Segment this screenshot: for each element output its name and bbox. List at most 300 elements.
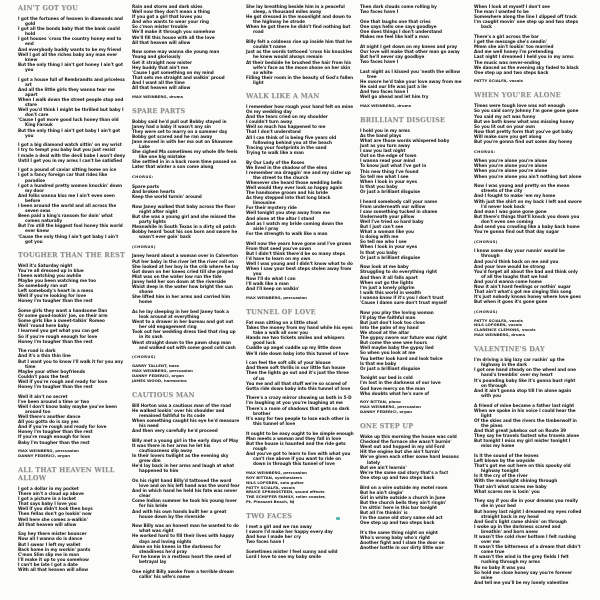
lyric-line: I swore I'd make her happy every day xyxy=(246,529,333,535)
lyric-line: I wanna read your mind xyxy=(360,158,415,164)
lyric-line: He walked lookin' over his shoulder and remained faithful to its code xyxy=(132,407,225,418)
credit-line: NILS LOFGREN, solo guitar xyxy=(246,479,304,485)
lyric-line: Now I'll do what I can xyxy=(246,276,296,282)
lyric-stanza xyxy=(246,549,354,559)
lyric-line: Then fellas don't go lookin' now xyxy=(18,511,92,517)
lyric-line: The road is dark xyxy=(18,348,56,354)
lyric-line: And how I made her cry xyxy=(246,534,301,540)
lyric-line: But honey last night I dreamed my eyes rolled straight back in my head xyxy=(474,508,582,519)
lyric-line: And you'd think back on me and you xyxy=(474,258,559,264)
lyric-line: In their lovers twilight as the evening sky grew dim xyxy=(132,452,229,464)
lyric-line: But he'll never say goodbye xyxy=(360,53,425,59)
lyric-line: Janey held her son down at the riverside xyxy=(132,278,226,284)
lyric-stanza xyxy=(360,264,468,305)
lyric-line: Well there's another dance xyxy=(18,414,81,420)
lyric-line: Well here she comes a-walkin' xyxy=(18,516,88,522)
lyric-line: Mist was on the water low run the tide xyxy=(132,273,222,279)
lyric-line: You're gonna find out that day sugar xyxy=(474,229,559,235)
lyric-line: I've been around a time or two xyxy=(18,398,90,404)
lyric-line: I made a deal with the devil babe I won't deny xyxy=(18,152,126,158)
lyric-line: Is that you baby xyxy=(360,183,398,189)
lyric-line: It's just nobody knows honey where love goes xyxy=(474,294,581,300)
song-title: ALL THAT HEAVEN WILL ALLOW xyxy=(18,466,115,482)
lyric-line: I wanna know if it's you I don't trust xyxy=(360,294,444,300)
lyric-line: I met a girl and we ran away xyxy=(246,524,312,530)
credit-line: MAX WEINBERG, drums xyxy=(474,332,525,338)
lyric-line: I been watching you awhile xyxy=(18,272,82,278)
lyric-line: She settled in in a back room time passed on xyxy=(132,159,237,165)
lyric-line: This new thing I've found xyxy=(360,168,419,174)
lyric-line: You better look hard and look twice xyxy=(360,355,443,361)
lyric-line: To know just what I've got in xyxy=(360,163,427,169)
lyric-line: One step up and two steps back xyxy=(360,474,435,480)
lyric-line: As he lay sleeping in her bed Janey took a look around at everything xyxy=(132,308,229,320)
lyric-line: Will make sure you get along xyxy=(474,133,542,139)
lyric-line: They were set to marry on a summer day xyxy=(132,128,228,134)
lyric-line: All that heaven will allow xyxy=(18,521,77,527)
lyric-line: I remember how rough your hand felt on mine xyxy=(246,104,354,109)
lyric-stanza xyxy=(360,69,468,100)
lyric-line: But just don't look too close xyxy=(360,319,425,325)
lyric-line: He said our life was just a lie xyxy=(360,84,427,89)
lyric-stanza xyxy=(18,394,126,445)
chorus-marker: (CHORUS) xyxy=(474,308,498,314)
lyric-stanza xyxy=(474,453,582,494)
lyric-line: I remember ma draggin' me and my sister up the street to the church xyxy=(246,169,351,180)
lyric-line: I saw you last night xyxy=(360,148,406,154)
lyric-stanza xyxy=(246,360,354,391)
credit-line: MAX WEINBERG, percussion xyxy=(132,367,193,373)
lyric-line: A friend of mine became a father last night xyxy=(474,402,575,408)
lyric-line: Now some may wanna die young man xyxy=(132,49,220,55)
lyric-line: If you're rough enough for love xyxy=(18,434,91,440)
lyric-stanza xyxy=(246,4,354,35)
lyric-stanza xyxy=(246,241,354,292)
lyric-line: Mmm she ain't lookin' too married xyxy=(474,44,554,50)
chorus-marker: (CHORUS) xyxy=(474,238,498,244)
lyric-line: We'll make it through you somehow xyxy=(132,29,216,35)
credit-line: MAX WEINBERG, percussion xyxy=(246,469,307,475)
lyric-line: Well now they don't mean a thing xyxy=(132,9,210,15)
lyric-line: And I'll keep on walkin' xyxy=(246,286,300,292)
lyric-stanza xyxy=(18,77,126,138)
lyric-line: She sighed Ma sometimes my whole life feels like one big mistake xyxy=(132,149,238,160)
lyric-line: Times were tough love was not enough xyxy=(474,103,565,109)
lyrics-column xyxy=(360,4,468,555)
lyric-line: But there's things that'll knock you down you don't even see coming xyxy=(474,213,580,224)
lyric-line: Hey buddy that ain't me xyxy=(132,64,188,70)
lyric-line: That I don't understand xyxy=(246,129,301,135)
lyric-line: Just as the words tattooed 'cross his knuckles he knew would always remain xyxy=(246,49,353,60)
lyric-line: One step up and two steps back xyxy=(474,69,549,75)
credit-line: JAMES WOOD, harmonica xyxy=(132,377,187,383)
lyric-line: Later that winter a son come along xyxy=(132,164,214,170)
lyric-line: Well it ain't no secret xyxy=(18,393,68,399)
lyric-line: So somebody ran out xyxy=(18,283,68,289)
lyric-stanza xyxy=(132,403,240,434)
lyric-line: That's got me out here on this spooky old highway tonight xyxy=(474,463,571,474)
lyric-line: They say if you die in your dreams you really die in your bed xyxy=(474,498,578,509)
lyric-line: I got a hundred pretty women knockin' down my door xyxy=(18,182,123,193)
lyric-line: When something caught his eye he'd measure his need xyxy=(132,417,240,428)
lyric-line: On his right hand Billy'd tattooed the word love and on his left hand was the word fear xyxy=(132,477,240,489)
lyric-line: And God's light came shinin' on through xyxy=(474,518,567,524)
song-title: VALENTINE'S DAY xyxy=(474,345,545,354)
lyric-line: So when you look at me xyxy=(360,350,416,356)
lyric-stanza xyxy=(132,204,240,240)
lyric-line: I'm just a lonely pilgrim xyxy=(360,284,415,290)
lyric-line: With just the shirt on my back I left and swore I'd never look back xyxy=(474,198,582,209)
lyric-line: Another fight and I slam the door on xyxy=(360,540,445,546)
lyric-line: When I look at myself I don't see xyxy=(474,4,550,9)
lyric-line: There's a girl across the bar xyxy=(474,34,539,40)
lyric-line: I'm the same old story same old act xyxy=(360,515,443,521)
chorus-marker: CHORUS: xyxy=(132,174,154,180)
lyric-stanza xyxy=(474,4,582,29)
lyric-stanza xyxy=(360,128,468,194)
lyric-stanza xyxy=(132,438,240,474)
lyric-line: With all that heaven will allow xyxy=(18,567,89,572)
credits xyxy=(246,296,354,301)
lyric-stanza xyxy=(132,4,240,45)
lyric-line: Two faces have I xyxy=(360,59,399,65)
lyric-line: I get the message she's sendin' xyxy=(474,39,547,45)
lyric-line: Jane moved in with her ma out on Shawnee Lake xyxy=(132,138,233,150)
credit-line: MAX WEINBERG, percussion xyxy=(18,448,79,454)
lyric-line: Cuddle up angel cuddle up my little dove xyxy=(246,345,341,351)
lyric-line: But he ain't singin' xyxy=(360,489,404,495)
lyric-line: Woke up this morning the house was cold xyxy=(360,434,457,440)
lyric-line: Went to a drawer in her bureau and got out her old engagement ring xyxy=(132,319,234,330)
credit-line: NILS LOFGREN, vocals xyxy=(474,322,522,328)
lyrics-column xyxy=(132,4,240,583)
lyric-line: Spare parts xyxy=(132,183,160,189)
lyric-line: Two faces have I xyxy=(360,9,399,15)
lyrics-column xyxy=(246,4,354,564)
lyric-line: Trying to walk like a man xyxy=(246,149,304,155)
lyric-line: I'll walk like a man xyxy=(246,281,289,287)
lyric-line: Come Indian summer he took his young lover for his bride xyxy=(132,498,237,509)
lyric-line: You said my act was funny xyxy=(474,113,536,119)
lyric-line: When he got there he didn't find nothing but road xyxy=(246,24,351,35)
credit-line: BRUCE SPRINGSTEEN, sound effects xyxy=(246,489,325,495)
lyric-line: We danced as the evening sky faded to black xyxy=(474,64,579,70)
lyric-line: Into the palm of my hand xyxy=(360,324,419,330)
lyric-line: No no baby it was you xyxy=(474,564,526,570)
credit-line: DANNY FEDERICI, organ xyxy=(360,409,413,415)
lyric-stanza xyxy=(132,49,240,90)
lyric-line: Honey I'm tougher than the rest xyxy=(18,429,93,435)
lyric-line: I got a big diamond watch sittin' on my wrist xyxy=(18,142,122,148)
lyric-stanza xyxy=(132,478,240,519)
lyric-stanza xyxy=(360,434,468,480)
lyric-stanza xyxy=(246,320,354,356)
lyric-line: Last night as I kissed you 'neath the willow tree xyxy=(360,68,461,79)
lyric-line: The music was never-ending xyxy=(474,59,541,65)
lyric-line: I got houses 'cross the country honey end to end xyxy=(18,36,122,47)
lyric-line: But we both knew what was missing honey xyxy=(474,118,574,124)
lyric-line: One says hello one says goodbye xyxy=(360,23,437,29)
credit-line: MAX WEINBERG, drums xyxy=(132,93,183,99)
lyric-line: Is it the cry of the river xyxy=(474,473,528,479)
lyric-line: And then it all falls apart xyxy=(360,274,418,280)
lyric-line: I got a pound of caviar sitting home on ice xyxy=(18,167,117,173)
credits xyxy=(18,449,126,459)
lyric-line: And who wants to wear your ring xyxy=(132,19,209,25)
lyric-stanza xyxy=(360,4,468,14)
lyric-line: I know some day your runnin' would be through xyxy=(474,248,565,259)
lyric-line: Out on the edge of town xyxy=(360,153,417,159)
lyric-line: As the band plays xyxy=(360,132,402,138)
lyric-line: So tell me what I see xyxy=(360,173,409,179)
song-title: BRILLIANT DISGUISE xyxy=(360,115,446,124)
lyric-line: And it's a thin thin line xyxy=(18,353,71,359)
lyric-line: I been around the world and all across the seven seas xyxy=(18,202,117,214)
lyric-line: One does things I don't understand xyxy=(360,28,442,34)
lyric-line: Bobby said he'd pull out Bobby stayed in xyxy=(132,118,227,124)
lyric-line: Got down on her knees cried till she prayed xyxy=(132,268,234,274)
lyric-stanza xyxy=(360,19,468,39)
lyric-line: I got a dollar in my pocket xyxy=(18,486,79,491)
lyric-line: Now Janey walked that baby across the floor night after night xyxy=(132,203,236,214)
lyric-line: From that seed you've sown xyxy=(246,245,312,251)
lyric-stanza xyxy=(132,253,240,304)
lyric-line: I got the fortunes of heaven in diamonds and gold xyxy=(18,16,123,27)
chorus-marker: (CHORUS) xyxy=(132,354,156,360)
lyric-line: We lived in the shadow of the elms xyxy=(246,164,328,170)
lyric-line: Well would they ever look so happy again xyxy=(246,185,343,190)
lyric-stanza xyxy=(18,263,126,304)
lyric-line: Now Billy was an honest man he wanted to do what was right xyxy=(132,523,239,534)
lyric-line: There's a crazy mirror showing us both in 5-D xyxy=(246,395,352,401)
lyric-line: So you lit out on your own xyxy=(474,123,535,129)
lyric-line: Well I got all the riches baby any man ever knew xyxy=(18,51,118,62)
credit-line: CLARENCE CLEMONS, vocals xyxy=(474,327,536,333)
lyric-line: Been paid a king's ransom for doin' what comes naturally xyxy=(18,213,113,224)
lyric-line: Honey I'm tougher than the rest xyxy=(18,383,93,389)
lyric-line: When out go the lights xyxy=(360,279,414,285)
lyric-line: It was there in her arms he let his cautiousness slip away xyxy=(132,442,211,453)
lyric-line: I'm laughing at you you're laughing at me xyxy=(246,400,343,406)
lyric-line: 'Cause I damn sure don't trust myself xyxy=(360,299,447,305)
lyric-stanza xyxy=(474,34,582,75)
lyric-line: But I swear I left my wallet xyxy=(18,541,81,547)
lyric-line: I walk this world in wealth xyxy=(360,289,421,295)
lyric-line: And send you crawling like a baby back home xyxy=(474,223,580,229)
lyric-line: With the moonlight shining through xyxy=(474,478,558,484)
lyric-line: Well if you're looking for love xyxy=(18,293,86,299)
lyric-line: And I fought to make 'em my home xyxy=(474,193,556,199)
lyric-line: Well go ahead and let him try xyxy=(360,94,429,100)
lyric-line: But we ain't learnin' xyxy=(360,464,407,470)
credit-line: DANNY FEDERICI, organ xyxy=(18,453,71,459)
lyric-stanza xyxy=(474,248,582,304)
credit-line: PATTY SCIALFA, vocals xyxy=(246,484,295,490)
lyric-line: She lifted him in her arms and carried him home xyxy=(132,294,231,305)
credit-line: DANNY FEDERICI, organ xyxy=(132,372,185,378)
lyric-line: For their mystery ride xyxy=(246,205,297,211)
lyric-line: Maybe your other boyfriends xyxy=(18,368,86,374)
lyric-stanza xyxy=(132,184,240,199)
lyric-line: And tell me you'll be my lonely valentine xyxy=(474,579,569,585)
credit-line: MAX WEINBERG, drums xyxy=(360,102,411,108)
lyric-line: It wasn't the cold river bottom I felt rushing over me xyxy=(474,533,576,545)
lyric-line: Well I've tried so hard baby xyxy=(360,218,424,224)
lyric-line: I got a fancy foreign car that rides like paradise xyxy=(18,172,108,183)
lyric-line: Now I was young and pretty on the mean streets of the city xyxy=(474,183,570,194)
lyric-line: Until I get you in my arms I can't be satisfied xyxy=(18,157,123,163)
lyric-line: It ought to be easy ought to be simple enough xyxy=(246,430,354,436)
lyric-line: What scares me is losin' you xyxy=(474,488,540,494)
lyric-line: When I saw your best steps stolen away from you xyxy=(246,266,352,277)
lyrics-column xyxy=(18,4,126,577)
lyric-line: Well if you're rough and ready for love xyxy=(18,378,108,384)
lyric-line: Somewhere along the line I slipped off track xyxy=(474,14,577,20)
lyric-line: Now you play the loving woman xyxy=(360,309,434,315)
lyric-stanza xyxy=(360,530,468,550)
lyric-line: Alone on his knees in the darkness for steadiness he'd pray xyxy=(132,543,221,554)
lyric-line: One step up and two steps back xyxy=(360,520,435,526)
lyric-line: Girl in white outside a church in June xyxy=(360,494,446,500)
lyric-line: But I didn't think there'd be so many steps xyxy=(246,250,346,256)
lyric-line: And the tears cried on my shoulder xyxy=(246,114,328,120)
credits xyxy=(132,95,240,100)
lyric-line: Now that pretty form that you've got baby xyxy=(474,128,573,134)
lyric-line: Is it the sound of the leaves xyxy=(474,452,539,458)
lyric-line: We're the same sad story that's a fact xyxy=(360,469,449,475)
lyric-line: It's the same thing night on night xyxy=(360,529,438,535)
lyric-line: You me and all that stuff we're so scared of xyxy=(246,380,347,386)
lyric-line: Some girls they want a handsome Dan xyxy=(18,308,108,314)
lyric-line: Rain and storm and dark skies xyxy=(132,4,203,9)
lyric-line: And all the little girls they wanna tear me apart xyxy=(18,86,115,97)
credit-line: Pt. Pleasant Beach, NJ xyxy=(246,499,295,505)
lyric-line: But tonight I miss my girl mister tonight I miss my home xyxy=(474,438,571,449)
lyric-line: Left blown by the wayside xyxy=(474,458,535,464)
lyric-line: And broken hearts xyxy=(132,188,175,194)
lyric-line: I try to tempt you baby but you just resist xyxy=(18,147,116,153)
song-title: WALK LIKE A MAN xyxy=(246,92,320,100)
lyric-line: And folks wanna kiss me I ain't even seen before xyxy=(18,192,115,203)
lyric-line: And man I was gone gone gone xyxy=(474,208,547,214)
song-title: CAUTIOUS MAN xyxy=(132,390,195,399)
lyric-line: But I just can't see xyxy=(360,224,404,230)
lyric-line: Now all I wanna do is dance xyxy=(18,536,83,542)
lyric-line: Well so much has happened to me xyxy=(246,124,326,130)
lyric-line: But you're gonna find out some day honey xyxy=(474,138,573,144)
lyric-line: And in which hand he held his fate was never clear xyxy=(132,488,238,499)
credit-line: ROY BITTAN, synthesizers xyxy=(246,474,303,480)
lyric-line: I got a house full of Rembrandts and priceless art xyxy=(18,76,125,87)
lyric-line: When you're alone you're alone xyxy=(474,163,548,169)
lyric-line: I can feel the soft silk of your blouse xyxy=(246,360,331,366)
lyric-line: Gotta ride down baby into this tunnel of love xyxy=(246,385,351,391)
lyric-line: I'll play the faithful man xyxy=(360,314,416,320)
lyric-stanza xyxy=(246,160,354,236)
lyric-line: For the strength to walk like a man xyxy=(246,230,328,236)
lyric-stanza xyxy=(18,308,126,344)
lyric-line: I'm caught movin' one step up and two steps back xyxy=(474,19,579,30)
lyric-line: Baby I'm tougher than the rest xyxy=(18,439,90,445)
lyric-line: We'll ride down baby into this tunnel of love xyxy=(246,350,349,356)
lyric-line: Or just a brilliant disguise xyxy=(360,365,421,371)
lyric-stanza xyxy=(132,119,240,170)
lyric-line: Underneath your pillow xyxy=(360,213,415,219)
lyric-line: I learned you get what you can get xyxy=(18,328,99,334)
lyric-line: Meanwhile in South Texas in a dirty oil patch xyxy=(132,223,236,229)
lyric-stanza xyxy=(474,357,582,398)
lyric-line: What a woman like you xyxy=(360,229,414,235)
lyric-line: Is that me baby xyxy=(360,360,397,366)
lyric-line: One night Billy awoke from a terrible dream callin' his wife's name xyxy=(132,568,234,579)
lyric-line: Well you'd think I might be thrilled but baby I don't care xyxy=(18,107,124,118)
lyric-line: And me well honey I'm pretending xyxy=(474,49,554,55)
lyric-line: Then dark clouds come rolling by xyxy=(360,4,437,9)
lyric-stanza xyxy=(246,395,354,426)
lyric-stanza xyxy=(132,569,240,579)
lyric-line: C'mon Slim slip me in man xyxy=(18,551,80,557)
lyric-stanza xyxy=(474,498,582,585)
lyric-line: Who's wrong baby who's right xyxy=(360,534,431,540)
lyric-line: I can't be late I got a date xyxy=(18,561,78,567)
lyric-stanza xyxy=(18,486,126,527)
lyric-line: Well tonight you step away from me xyxy=(246,210,330,216)
lyric-line: And that great jukebox out on Route 39 xyxy=(474,428,567,433)
lyric-line: But I want you to know I'll walk it for you any time xyxy=(18,358,124,369)
lyric-stanza xyxy=(132,309,240,350)
lyric-line: Well I was young and I didn't know what to do xyxy=(246,260,353,266)
lyric-line: Now it ain't hard feelings or nothin' sugar xyxy=(474,284,571,289)
lyric-line: Bill Horton was a cautious man of the road xyxy=(132,402,231,408)
lyric-stanza xyxy=(474,103,582,144)
lyric-line: And if you're rough and ready for love xyxy=(18,424,107,430)
lyric-line: Well maybe baby the gypsy lied xyxy=(360,345,434,351)
lyric-line: There's a room of shadows that gets so dark brother xyxy=(246,405,350,416)
song-title: SPARE PARTS xyxy=(132,106,186,115)
lyric-line: You're all dressed up in blue xyxy=(18,267,84,273)
lyric-line: Hands me two tickets smiles and whispers good luck xyxy=(246,335,345,346)
lyric-line: I'd have to learn on my own xyxy=(246,255,311,261)
lyric-stanza xyxy=(246,431,354,467)
lyric-line: Young and gloriously xyxy=(132,54,181,60)
lyric-line: Lord I love to see my baby smile xyxy=(246,554,321,560)
lyric-line: But the church bells they ain't ringin' xyxy=(360,499,447,505)
lyric-line: And it ain't gonna stop till I'm alone again with you xyxy=(474,387,572,398)
lyric-line: Well 'round here baby xyxy=(18,323,69,329)
lyric-line: 'Cause the only thing I ain't got baby I ain't got you xyxy=(18,233,119,244)
lyric-stanza xyxy=(474,403,582,449)
lyric-line: Is doing with me xyxy=(360,234,399,240)
song-title: TWO FACES xyxy=(246,512,292,521)
lyric-line: But all I'm thinkin' is xyxy=(360,509,408,515)
lyric-line: I saw something tucked in shame xyxy=(360,208,438,214)
lyric-line: I woke up in the darkness scared and breathin' and born anew xyxy=(474,523,561,534)
lyric-line: Takes the money from my hand while his eyes take a walk all over you xyxy=(246,325,353,336)
lyric-stanza xyxy=(18,167,126,243)
lyric-line: He swore he'd take your love away from me xyxy=(360,78,462,84)
lyric-line: Waist deep in the water how bright the sun shone xyxy=(132,284,233,295)
lyric-line: Billy met a young girl in the early days of May xyxy=(132,437,239,443)
lyric-line: Just as you turn away xyxy=(360,143,410,149)
credits xyxy=(246,471,354,505)
lyric-line: That sets me straight and walkin' proud xyxy=(132,74,225,80)
lyric-line: When I look in your eyes xyxy=(360,244,418,250)
lyric-line: I got a picture in a locket xyxy=(18,496,77,502)
lyric-line: It's easy for two people to lose each other in this tunnel of love xyxy=(246,415,350,426)
credit-line: ROY BITTAN, piano xyxy=(360,399,401,405)
lyric-line: But the only thing I ain't got honey I ain't got you xyxy=(18,61,123,72)
lyric-line: We've given each other some hard lessons lately xyxy=(360,454,459,465)
